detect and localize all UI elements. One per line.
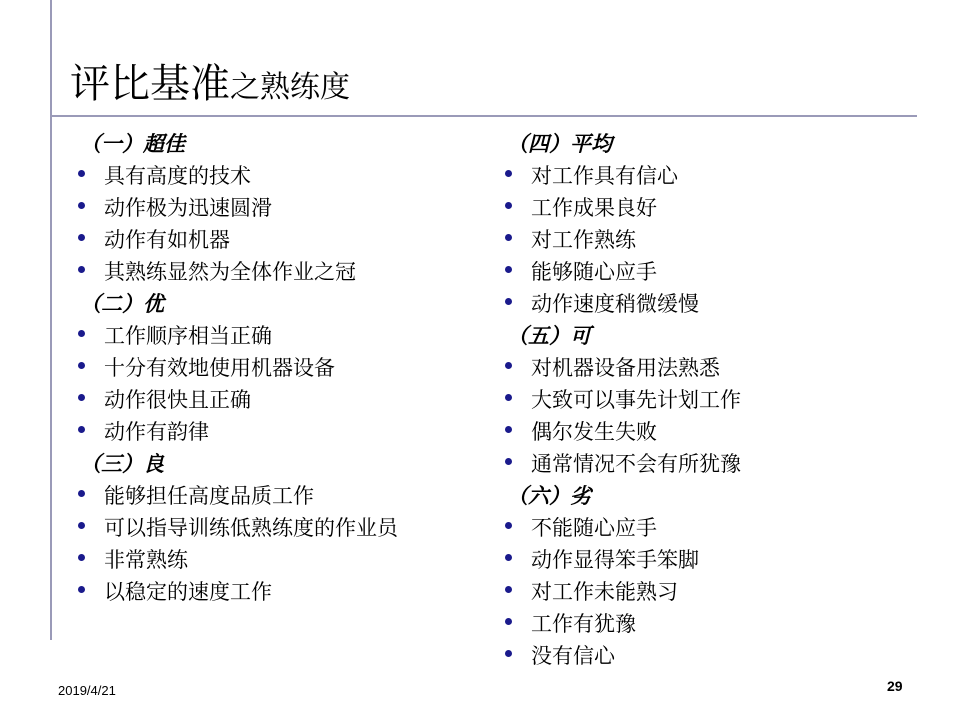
bullet-icon bbox=[78, 586, 85, 593]
bullet-icon bbox=[505, 266, 512, 273]
right-column bbox=[505, 128, 741, 672]
list-item bbox=[505, 448, 741, 480]
list-item bbox=[505, 608, 741, 640]
list-item-text: 大致可以事先计划工作 bbox=[531, 388, 741, 412]
bullet-icon bbox=[78, 330, 85, 337]
list-item bbox=[505, 384, 741, 416]
list-item-text: 非常熟练 bbox=[104, 548, 188, 572]
section-heading: （三）良 bbox=[80, 451, 164, 476]
title-sub: 之熟练度 bbox=[230, 70, 350, 105]
list-item-text: 动作显得笨手笨脚 bbox=[531, 548, 699, 572]
bullet-icon bbox=[505, 458, 512, 465]
left-column bbox=[78, 128, 398, 608]
list-item-text: 工作顺序相当正确 bbox=[104, 324, 272, 348]
bullet-icon bbox=[78, 554, 85, 561]
list-item-text: 以稳定的速度工作 bbox=[104, 580, 272, 604]
list-item-text: 十分有效地使用机器设备 bbox=[104, 356, 335, 380]
list-item-text: 工作成果良好 bbox=[531, 196, 657, 220]
list-item-text: 对工作具有信心 bbox=[531, 164, 678, 188]
list-item bbox=[78, 160, 398, 192]
list-item bbox=[505, 288, 741, 320]
bullet-icon bbox=[78, 490, 85, 497]
list-item-text: 对工作熟练 bbox=[531, 228, 636, 252]
list-item bbox=[78, 256, 398, 288]
list-item-text: 对工作未能熟习 bbox=[531, 580, 678, 604]
list-item-text: 工作有犹豫 bbox=[531, 612, 636, 636]
list-item bbox=[78, 512, 398, 544]
list-item bbox=[78, 480, 398, 512]
bullet-icon bbox=[505, 618, 512, 625]
list-item-text: 动作有韵律 bbox=[104, 420, 209, 444]
list-item bbox=[505, 544, 741, 576]
list-item-text: 没有信心 bbox=[531, 644, 615, 668]
bullet-icon bbox=[78, 394, 85, 401]
bullet-icon bbox=[505, 234, 512, 241]
bullet-icon bbox=[505, 298, 512, 305]
list-item-text: 动作速度稍微缓慢 bbox=[531, 292, 699, 316]
section-heading: （二）优 bbox=[80, 291, 164, 316]
list-item bbox=[505, 576, 741, 608]
title-main: 评比基准 bbox=[70, 61, 230, 107]
list-item bbox=[505, 640, 741, 672]
slide-title bbox=[70, 52, 350, 109]
bullet-icon bbox=[78, 522, 85, 529]
bullet-icon bbox=[505, 362, 512, 369]
title-underline bbox=[52, 115, 917, 117]
bullet-icon bbox=[505, 554, 512, 561]
section-heading: （六）劣 bbox=[507, 483, 591, 508]
bullet-icon bbox=[78, 170, 85, 177]
list-item-text: 能够担任高度品质工作 bbox=[104, 484, 314, 508]
list-item-text: 动作有如机器 bbox=[104, 228, 230, 252]
page-number: 29 bbox=[887, 678, 903, 694]
bullet-icon bbox=[505, 170, 512, 177]
list-item bbox=[78, 352, 398, 384]
bullet-icon bbox=[505, 650, 512, 657]
section-heading: （五）可 bbox=[507, 323, 591, 348]
list-item bbox=[505, 416, 741, 448]
list-item-text: 能够随心应手 bbox=[531, 260, 657, 284]
list-item bbox=[505, 192, 741, 224]
bullet-icon bbox=[505, 522, 512, 529]
list-item bbox=[505, 512, 741, 544]
list-item-text: 偶尔发生失败 bbox=[531, 420, 657, 444]
list-item bbox=[78, 224, 398, 256]
list-item-text: 不能随心应手 bbox=[531, 516, 657, 540]
list-item bbox=[505, 224, 741, 256]
section-heading: （四）平均 bbox=[507, 131, 612, 156]
list-item-text: 动作极为迅速圆滑 bbox=[104, 196, 272, 220]
list-item bbox=[78, 544, 398, 576]
list-item bbox=[505, 352, 741, 384]
list-item-text: 可以指导训练低熟练度的作业员 bbox=[104, 516, 398, 540]
list-item-text: 通常情况不会有所犹豫 bbox=[531, 452, 741, 476]
vertical-rule bbox=[50, 0, 52, 640]
bullet-icon bbox=[78, 362, 85, 369]
list-item bbox=[78, 576, 398, 608]
bullet-icon bbox=[505, 426, 512, 433]
list-item-text: 其熟练显然为全体作业之冠 bbox=[104, 260, 356, 284]
section-heading: （一）超佳 bbox=[80, 131, 185, 156]
bullet-icon bbox=[505, 586, 512, 593]
list-item bbox=[78, 384, 398, 416]
list-item bbox=[505, 256, 741, 288]
bullet-icon bbox=[78, 202, 85, 209]
list-item bbox=[78, 416, 398, 448]
list-item-text: 具有高度的技术 bbox=[104, 164, 251, 188]
bullet-icon bbox=[78, 234, 85, 241]
list-item bbox=[505, 160, 741, 192]
list-item-text: 动作很快且正确 bbox=[104, 388, 251, 412]
bullet-icon bbox=[505, 394, 512, 401]
bullet-icon bbox=[78, 266, 85, 273]
footer-date: 2019/4/21 bbox=[58, 683, 116, 698]
list-item bbox=[78, 192, 398, 224]
list-item bbox=[78, 320, 398, 352]
bullet-icon bbox=[78, 426, 85, 433]
list-item-text: 对机器设备用法熟悉 bbox=[531, 356, 720, 380]
bullet-icon bbox=[505, 202, 512, 209]
